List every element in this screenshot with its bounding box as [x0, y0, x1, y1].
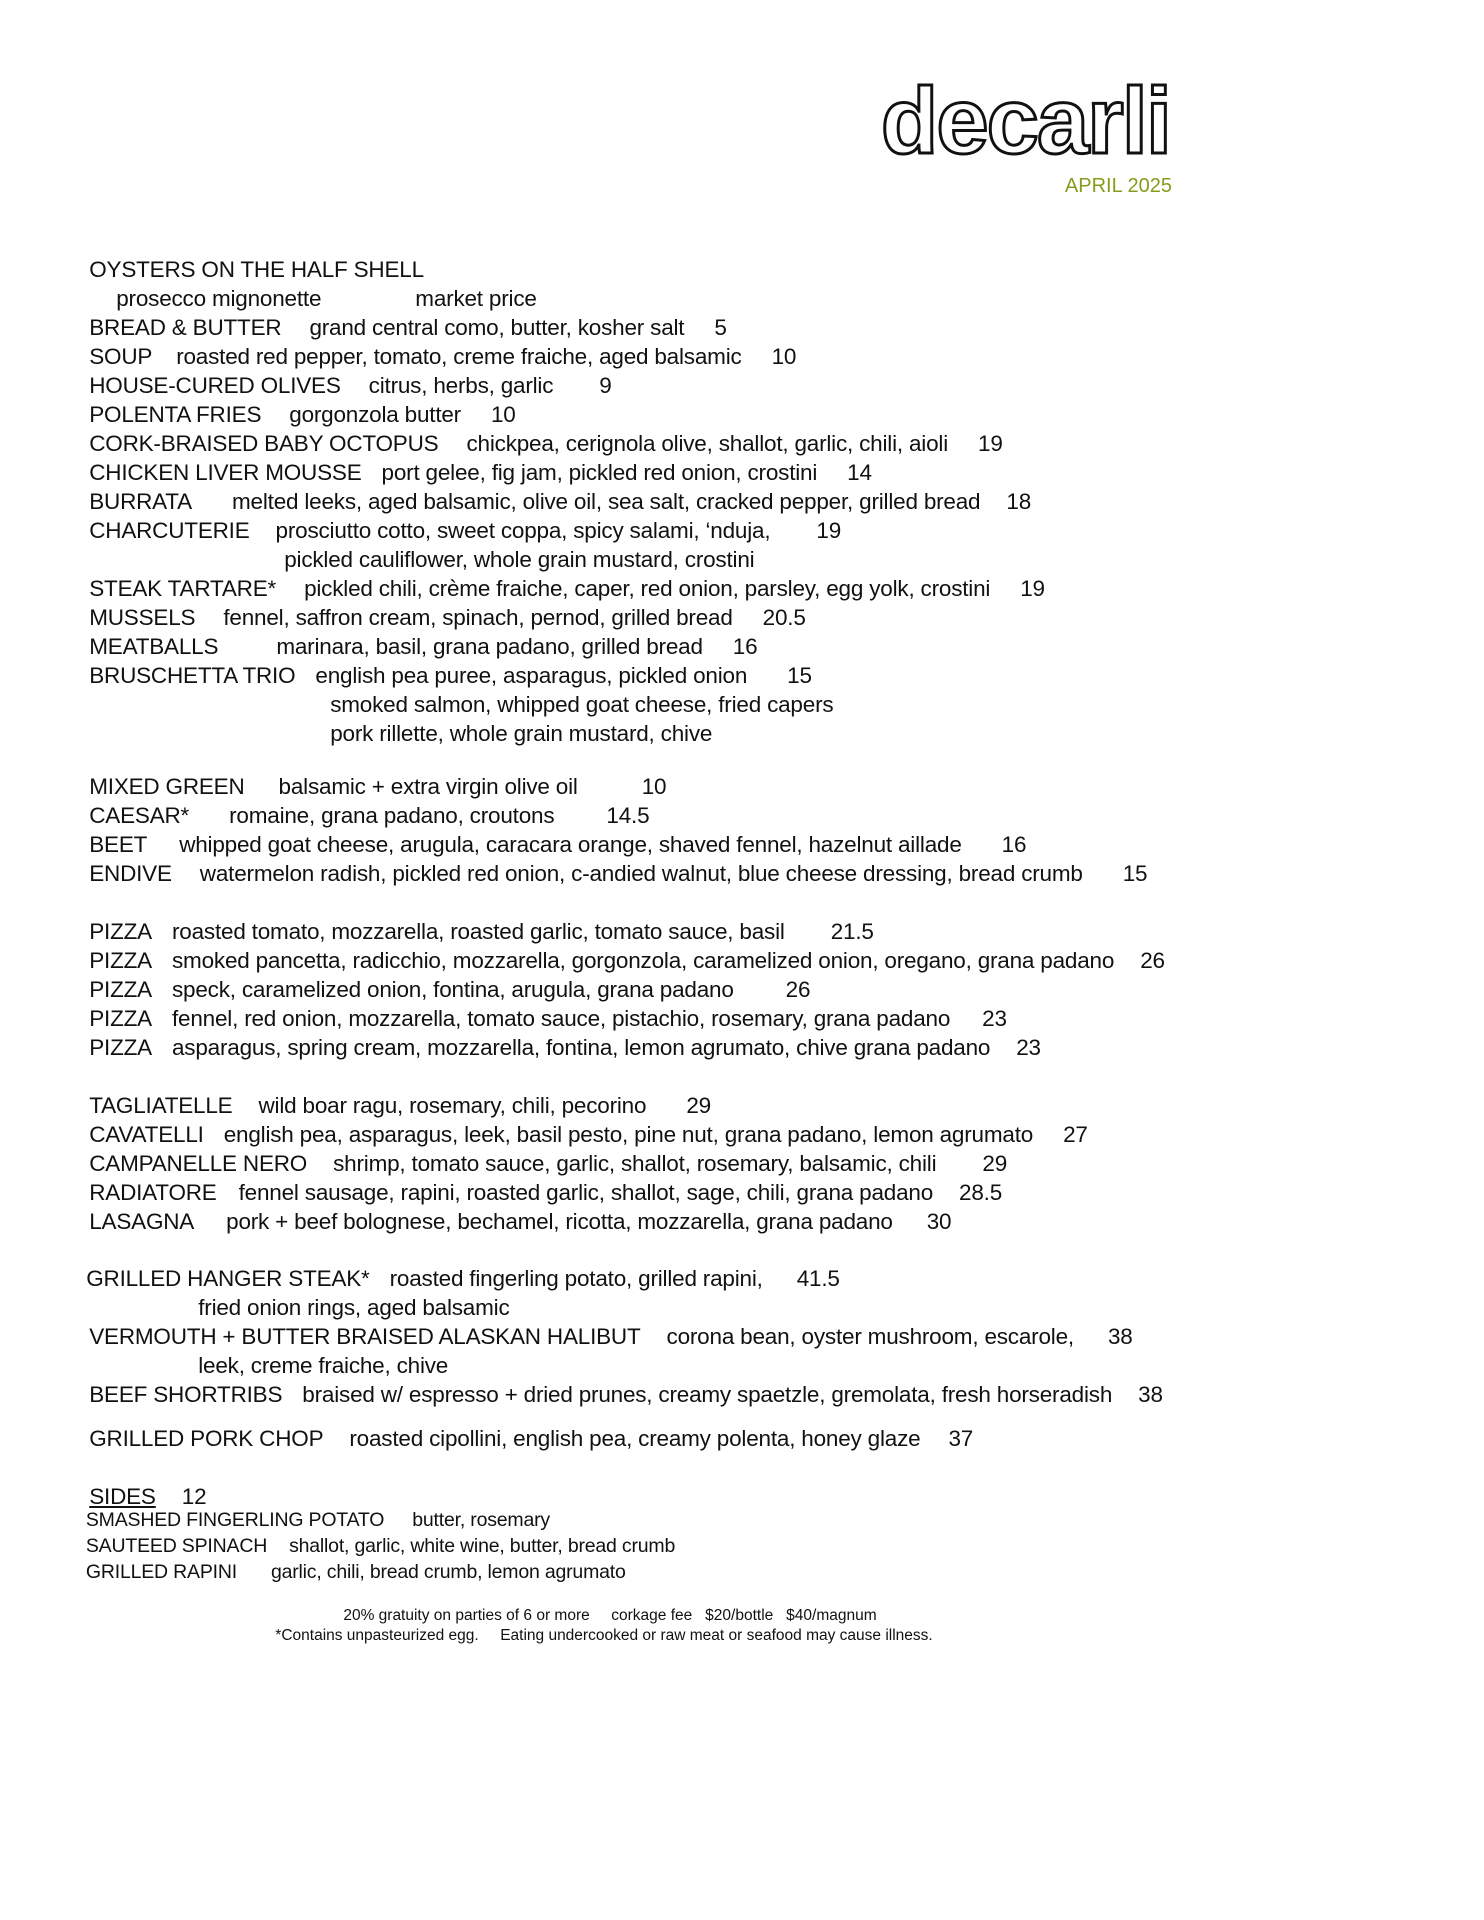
item-name: ENDIVE	[89, 861, 172, 886]
item-desc: fennel sausage, rapini, roasted garlic, shallot, sage, chili, grana padano	[238, 1180, 934, 1205]
item-price: 30	[926, 1209, 952, 1234]
item-price: 5	[714, 315, 727, 340]
item-price: 15	[787, 663, 812, 688]
item-name: HOUSE-CURED OLIVES	[89, 373, 341, 398]
item-desc: gorgonzola butter	[289, 402, 461, 427]
item-name: BEEF SHORTRIBS	[89, 1382, 283, 1407]
item-desc: corona bean, oyster mushroom, escarole,	[666, 1324, 1074, 1349]
item-name: BREAD & BUTTER	[89, 315, 282, 340]
item-price: market price	[415, 286, 537, 311]
item-price: 21.5	[830, 919, 874, 944]
footer-gratuity-note: 20% gratuity on parties of 6 or more corkage fee $20/bottle $40/magnum	[343, 1607, 877, 1624]
item-name: GRILLED PORK CHOP	[89, 1426, 324, 1451]
item-name: PIZZA	[89, 1035, 152, 1060]
item-desc: pork + beef bolognese, bechamel, ricotta, mozzarella, grana padano	[226, 1209, 893, 1234]
item-price: 23	[982, 1006, 1007, 1031]
item-desc: pickled cauliflower, whole grain mustard, crostini	[284, 547, 755, 572]
item-desc: fennel, saffron cream, spinach, pernod, grilled bread	[223, 605, 733, 630]
item-price: 29	[982, 1151, 1008, 1176]
item-name: PIZZA	[89, 948, 152, 973]
brand-logo: decarli	[880, 68, 1170, 173]
item-desc: romaine, grana padano, croutons	[229, 803, 555, 828]
item-name: LASAGNA	[89, 1209, 195, 1234]
item-name: PIZZA	[89, 1006, 152, 1031]
item-name: CAVATELLI	[89, 1122, 204, 1147]
item-desc: butter, rosemary	[412, 1509, 550, 1531]
item-price: 14.5	[606, 803, 650, 828]
item-name: VERMOUTH + BUTTER BRAISED ALASKAN HALIBUT	[89, 1324, 641, 1349]
item-price: 27	[1063, 1122, 1088, 1147]
item-price: 10	[641, 774, 667, 799]
item-name: CAMPANELLE NERO	[89, 1151, 308, 1176]
item-name: TAGLIATELLE	[89, 1093, 233, 1118]
item-name: BRUSCHETTA TRIO	[89, 663, 296, 688]
side-item	[65, 1536, 626, 1608]
item-desc: grand central como, butter, kosher salt	[309, 315, 685, 340]
item-price: 18	[1006, 489, 1032, 514]
sides-title: SIDES	[89, 1484, 156, 1509]
item-name: SOUP	[89, 344, 153, 369]
item-desc: english pea, asparagus, leek, basil pesto, pine nut, grana padano, lemon agrumato	[223, 1122, 1034, 1147]
item-price: 16	[1001, 832, 1027, 857]
item-name: GRILLED RAPINI	[85, 1561, 237, 1583]
item-price: 14	[847, 460, 872, 485]
item-price: 20.5	[762, 605, 806, 630]
item-desc: watermelon radish, pickled red onion, c-andied walnut, blue cheese dressing, bread crumb	[199, 861, 1083, 886]
item-desc: shallot, garlic, white wine, butter, bread crumb	[289, 1535, 676, 1557]
item-desc: whipped goat cheese, arugula, caracara orange, shaved fennel, hazelnut aillade	[179, 832, 962, 857]
item-desc: shrimp, tomato sauce, garlic, shallot, rosemary, balsamic, chili	[333, 1151, 937, 1176]
item-name: MEATBALLS	[89, 634, 219, 659]
item-desc: balsamic + extra virgin olive oil	[278, 774, 578, 799]
item-desc: marinara, basil, grana padano, grilled bread	[276, 634, 703, 659]
item-name: CAESAR*	[89, 803, 190, 828]
item-desc: prosciutto cotto, sweet coppa, spicy salami, ‘nduja,	[275, 518, 771, 543]
sides-price: 12	[181, 1484, 207, 1509]
item-desc: pork rillette, whole grain mustard, chive	[330, 721, 713, 746]
item-desc: prosecco mignonette	[116, 286, 322, 311]
item-price: 19	[816, 518, 842, 543]
item-name: MIXED GREEN	[89, 774, 245, 799]
item-name: PIZZA	[89, 919, 152, 944]
item-desc: chickpea, cerignola olive, shallot, garlic, chili, aioli	[466, 431, 949, 456]
item-price: 26	[1140, 948, 1165, 973]
item-name: CORK-BRAISED BABY OCTOPUS	[89, 431, 439, 456]
item-desc: citrus, herbs, garlic	[368, 373, 554, 398]
item-desc: wild boar ragu, rosemary, chili, pecorino	[258, 1093, 647, 1118]
item-desc: garlic, chili, bread crumb, lemon agrumato	[270, 1561, 626, 1583]
item-name: BURRATA	[89, 489, 192, 514]
item-desc: port gelee, fig jam, pickled red onion, crostini	[381, 460, 818, 485]
item-name: BEET	[89, 832, 148, 857]
item-name: OYSTERS ON THE HALF SHELL	[89, 257, 424, 282]
item-price: 38	[1107, 1324, 1133, 1349]
item-price: 19	[978, 431, 1003, 456]
item-desc: fried onion rings, aged balsamic	[198, 1295, 510, 1320]
item-desc: leek, creme fraiche, chive	[198, 1353, 449, 1378]
footer-health-note: *Contains unpasteurized egg. Eating undercooked or raw meat or seafood may cause illness.	[275, 1627, 933, 1644]
item-desc: fennel, red onion, mozzarella, tomato sauce, pistachio, rosemary, grana padano	[171, 1006, 951, 1031]
item-desc: smoked pancetta, radicchio, mozzarella, gorgonzola, caramelized onion, oregano, grana padano	[171, 948, 1115, 973]
item-price: 41.5	[796, 1266, 840, 1291]
item-desc: roasted tomato, mozzarella, roasted garlic, tomato sauce, basil	[171, 919, 785, 944]
item-price: 38	[1138, 1382, 1163, 1407]
item-desc: pickled chili, crème fraiche, caper, red onion, parsley, egg yolk, crostini	[304, 576, 991, 601]
item-desc: roasted red pepper, tomato, creme fraiche, aged balsamic	[176, 344, 742, 369]
item-price: 19	[1020, 576, 1045, 601]
item-name: STEAK TARTARE*	[89, 576, 277, 601]
menu-edition: APRIL 2025	[1064, 175, 1172, 197]
item-price: 9	[599, 373, 612, 398]
item-desc: roasted cipollini, english pea, creamy polenta, honey glaze	[349, 1426, 921, 1451]
item-name: SMASHED FINGERLING POTATO	[85, 1509, 385, 1531]
item-desc: braised w/ espresso + dried prunes, creamy spaetzle, gremolata, fresh horseradish	[302, 1382, 1113, 1407]
item-price: 15	[1122, 861, 1148, 886]
item-name: POLENTA FRIES	[89, 402, 262, 427]
item-price: 10	[771, 344, 797, 369]
item-desc: melted leeks, aged balsamic, olive oil, sea salt, cracked pepper, grilled bread	[232, 489, 981, 514]
item-price: 16	[732, 634, 758, 659]
item-price: 23	[1016, 1035, 1041, 1060]
item-price: 26	[785, 977, 811, 1002]
item-price: 28.5	[959, 1180, 1003, 1205]
item-desc: english pea puree, asparagus, pickled onion	[315, 663, 748, 688]
item-price: 10	[490, 402, 516, 427]
item-desc: speck, caramelized onion, fontina, arugula, grana padano	[171, 977, 734, 1002]
item-desc: roasted fingerling potato, grilled rapini,	[389, 1266, 763, 1291]
item-desc: smoked salmon, whipped goat cheese, fried capers	[330, 692, 834, 717]
item-name: GRILLED HANGER STEAK*	[86, 1266, 370, 1291]
item-desc: asparagus, spring cream, mozzarella, fontina, lemon agrumato, chive grana padano	[171, 1035, 991, 1060]
item-name: CHARCUTERIE	[89, 518, 250, 543]
item-price: 29	[686, 1093, 711, 1118]
item-price: 37	[948, 1426, 974, 1451]
item-name: SAUTEED SPINACH	[85, 1535, 268, 1557]
item-name: PIZZA	[89, 977, 152, 1002]
item-name: RADIATORE	[89, 1180, 217, 1205]
item-name: CHICKEN LIVER MOUSSE	[89, 460, 362, 485]
item-name: MUSSELS	[89, 605, 196, 630]
